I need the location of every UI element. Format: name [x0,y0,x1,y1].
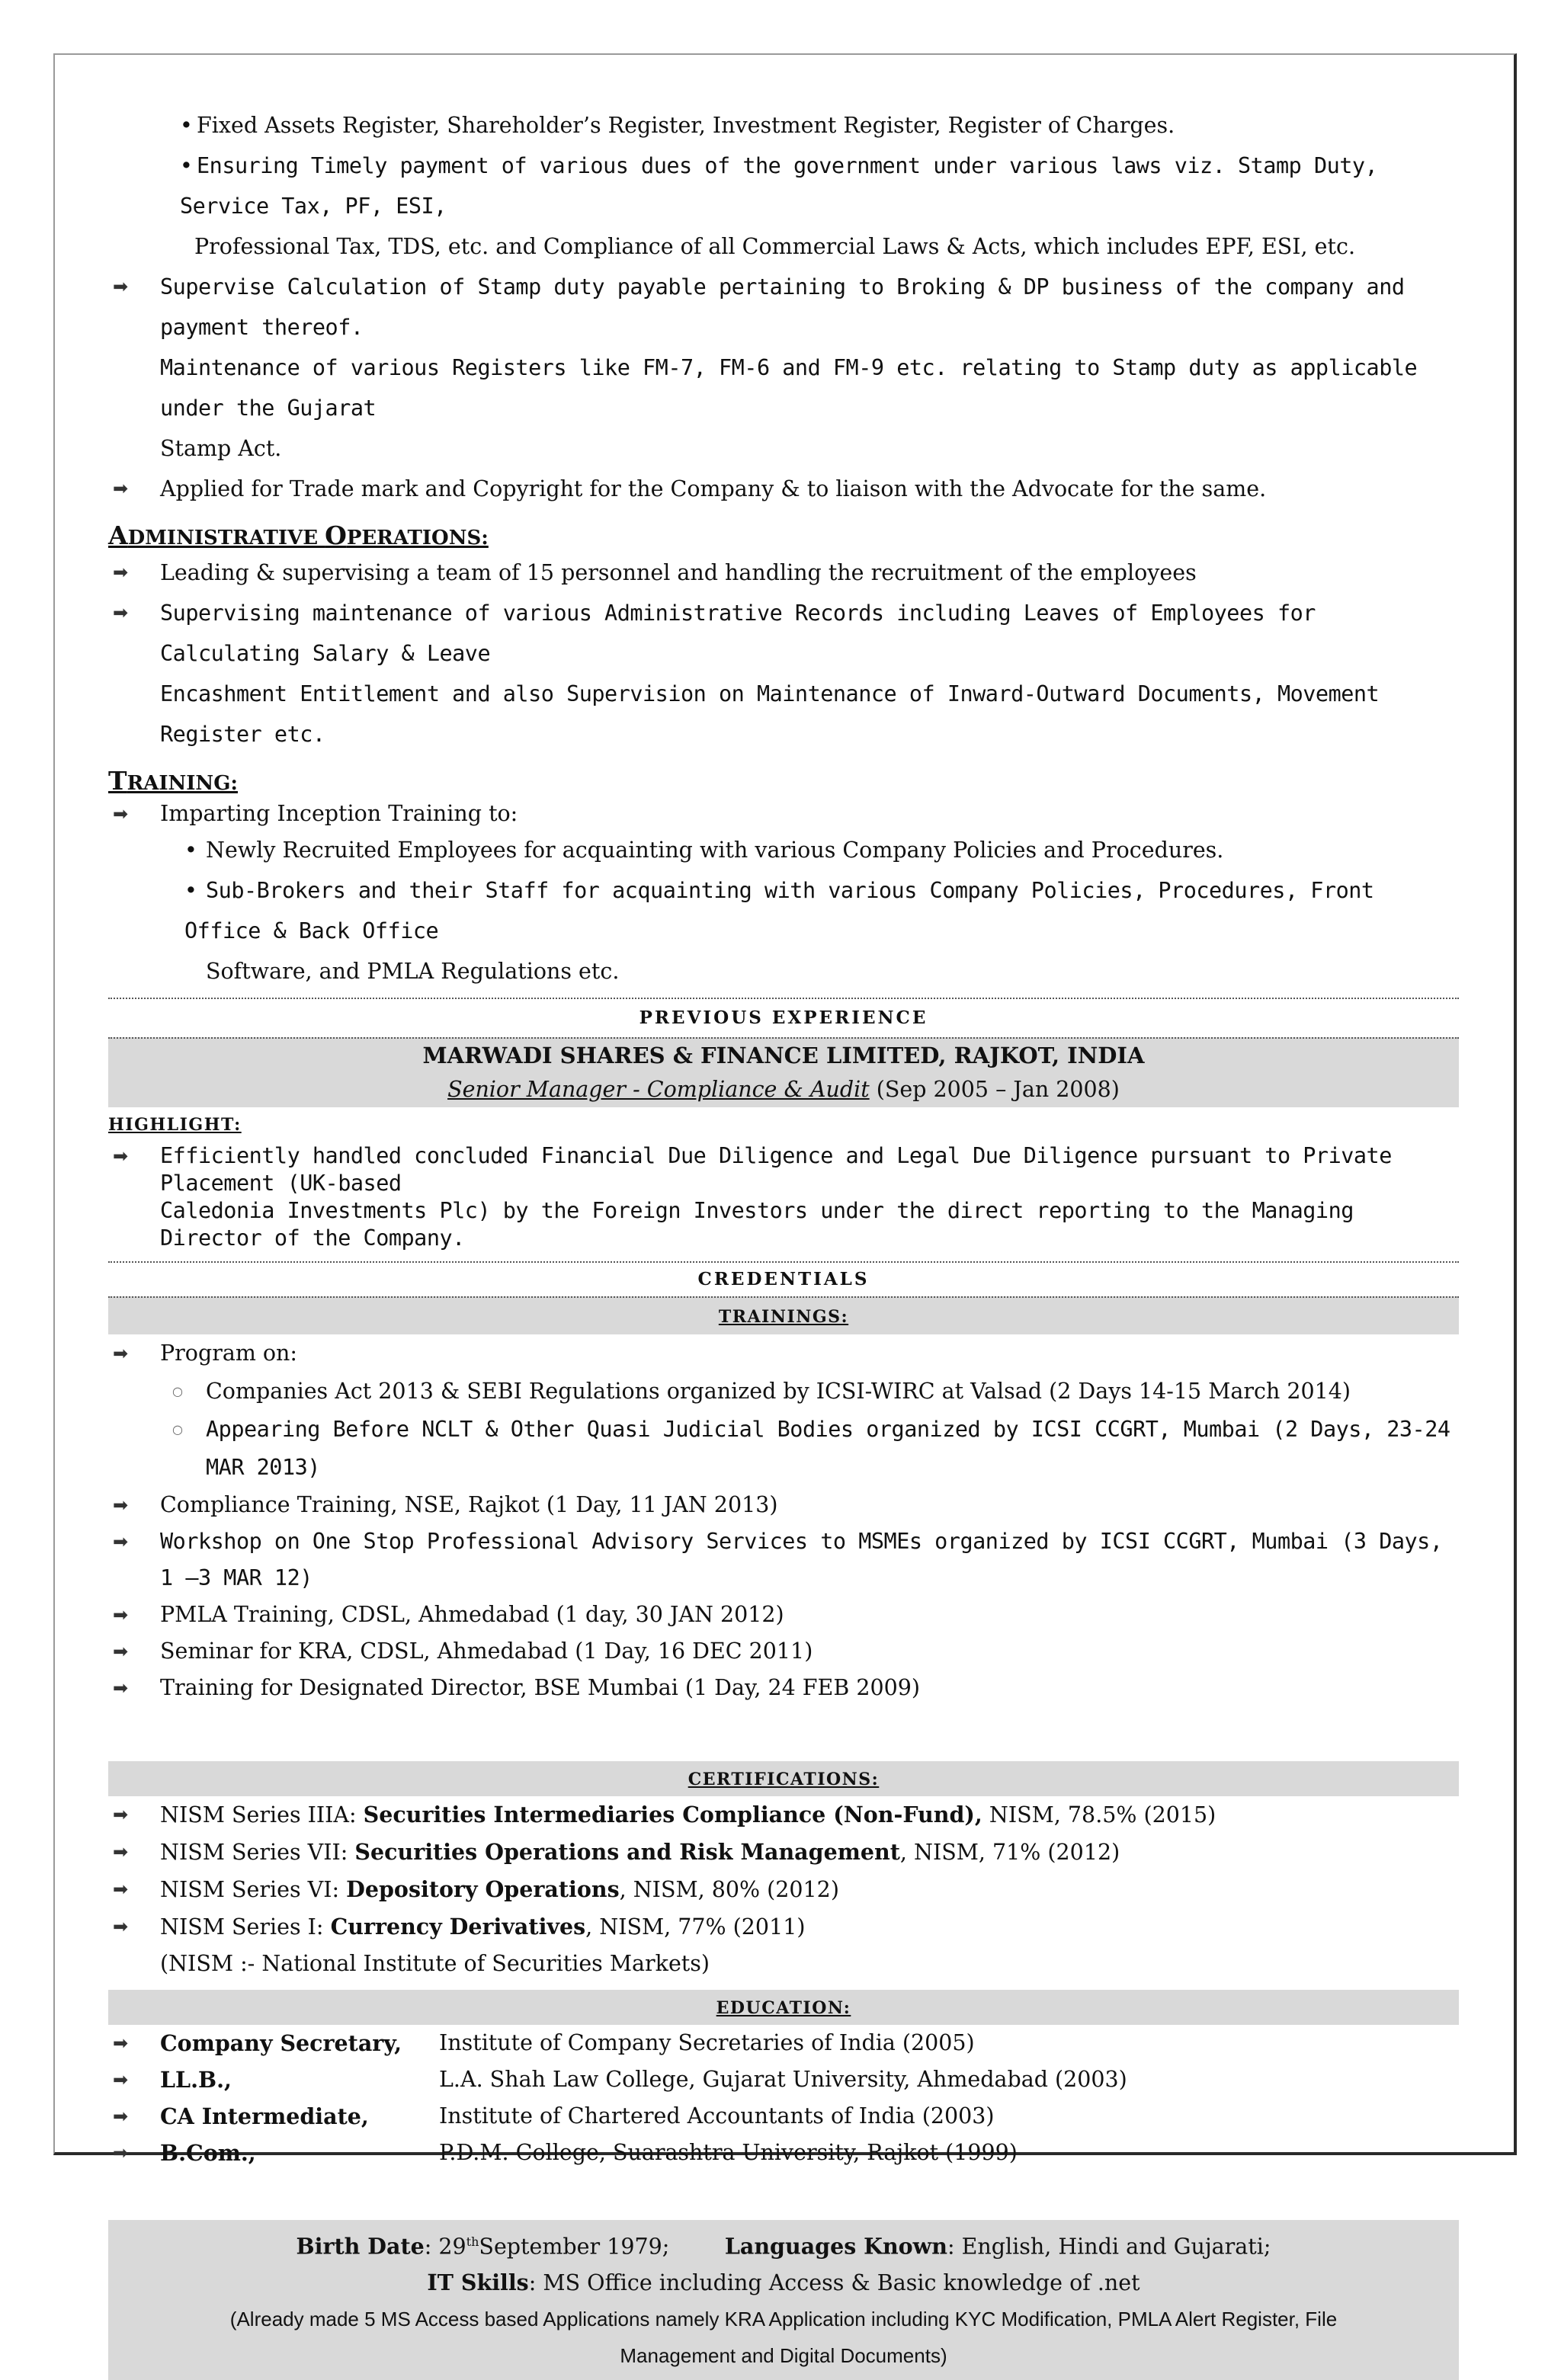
list-item: • Ensuring Timely payment of various dues of the government under various laws viz. Stamp Duty, Service Tax, PF, ESI, [108,146,1459,226]
highlight-label: HIGHLIGHT: [108,1115,242,1135]
arrow-right-icon: ➡ [113,803,129,825]
arrow-right-icon: ➡ [113,2032,129,2054]
arrow-right-icon: ➡ [113,562,129,583]
arrow-right-icon: ➡ [113,1879,129,1900]
education-row: ➡ B.Com., P.D.M. College, Suarashtra University, Rajkot (1999) [108,2135,1459,2171]
arrow-right-icon: ➡ [113,1641,129,1662]
arrow-right-icon: ➡ [113,1916,129,1937]
it-skills-line: IT Skills: MS Office including Access & Basic knowledge of .net [427,2269,1140,2295]
list-item: ➡ Program on: [108,1334,1459,1373]
arrow-right-icon: ➡ [113,1343,129,1364]
arrow-right-icon: ➡ [113,1494,129,1516]
arrow-right-icon: ➡ [113,1604,129,1626]
list-item: ➡ Efficiently handled concluded Financial Due Diligence and Legal Due Diligence pursuant to Private Placement (UK-based [113,1143,1392,1196]
list-item: ➡ Applied for Trade mark and Copyright for the Company & to liaison with the Advocate for the same. [108,469,1459,509]
arrow-right-icon: ➡ [113,2106,129,2127]
trainings-banner: TRAININGS: [108,1296,1459,1334]
education-row: ➡ LL.B., L.A. Shah Law College, Gujarat University, Ahmedabad (2003) [108,2061,1459,2098]
it-skills-note-continued: Management and Digital Documents) [620,2343,947,2367]
certifications-note: (NISM :- National Institute of Securities Markets) [160,1951,710,1976]
list-item-continued: Professional Tax, TDS, etc. and Compliance of all Commercial Laws & Acts, which includes EPF, ESI, etc. [194,234,1356,259]
dot-icon: • [180,113,193,138]
list-item: ➡ NISM Series VII: Securities Operations and Risk Management, NISM, 71% (2012) [108,1834,1459,1871]
section-heading-training: TRAINING: [108,766,238,796]
education-row: ➡ CA Intermediate, Institute of Chartered Accountants of India (2003) [108,2098,1459,2135]
arrow-right-icon: ➡ [113,1145,129,1167]
list-item: ➡ Compliance Training, NSE, Rajkot (1 Day, 11 JAN 2013) [108,1487,1459,1523]
circle-icon: ○ [172,1422,183,1437]
list-item: ➡ Supervise Calculation of Stamp duty payable pertaining to Broking & DP business of the company and payment thereof. [108,267,1459,348]
it-skills-note: (Already made 5 MS Access based Applications namely KRA Application including KYC Modification, PMLA Alert Register, File [229,2307,1338,2330]
list-item: ➡ NISM Series I: Currency Derivatives, NISM, 77% (2011) [108,1908,1459,1946]
birth-language-line: Birth Date: 29thSeptember 1979; Languages Known: English, Hindi and Gujarati; [296,2233,1271,2260]
company-banner [108,1037,1459,1107]
company-name: MARWADI SHARES & FINANCE LIMITED, RAJKOT, INDIA [422,1043,1145,1068]
education-list [108,2025,1459,2171]
list-item-continued: Stamp Act. [160,436,282,461]
arrow-right-icon: ➡ [113,2069,129,2090]
dot-icon: • [184,878,197,903]
section-heading-administrative: ADMINISTRATIVE OPERATIONS: [108,521,489,550]
arrow-right-icon: ➡ [113,2142,129,2164]
list-item: ➡ PMLA Training, CDSL, Ahmedabad (1 day, 30 JAN 2012) [108,1597,1459,1633]
arrow-right-icon: ➡ [113,1531,129,1552]
list-item: ➡ NISM Series VI: Depository Operations, NISM, 80% (2012) [108,1871,1459,1908]
dot-icon: • [184,838,197,863]
list-item: ➡ NISM Series IIIA: Securities Intermediaries Compliance (Non-Fund), NISM, 78.5% (2015) [108,1796,1459,1834]
certifications-banner: CERTIFICATIONS: [108,1761,1459,1796]
dot-icon: • [180,153,193,178]
resume-page-content [108,105,1459,2380]
list-item-continued: Software, and PMLA Regulations etc. [206,959,620,984]
list-item: ➡ Supervising maintenance of various Administrative Records including Leaves of Employees for Calculating Salary & Leave [108,593,1459,674]
list-item-continued: Encashment Entitlement and also Supervision on Maintenance of Inward-Outward Documents, Movement Register etc. [160,681,1380,747]
list-item: • Newly Recruited Employees for acquainting with various Company Policies and Procedures. [108,830,1459,870]
education-row: ➡ Company Secretary, Institute of Company Secretaries of India (2005) [108,2025,1459,2061]
list-item: ○ Appearing Before NCLT & Other Quasi Judicial Bodies organized by ICSI CCGRT, Mumbai (2 Days, 23-24 MAR 2013) [108,1411,1459,1487]
list-item: ➡ Imparting Inception Training to: [108,798,1459,830]
role-line: Senior Manager - Compliance & Audit (Sep 2005 – Jan 2008) [447,1077,1120,1102]
list-item-continued: Caledonia Investments Plc) by the Foreign Investors under the direct reporting to the Managing Director of the Company. [160,1198,1354,1251]
arrow-right-icon: ➡ [113,602,129,623]
arrow-right-icon: ➡ [113,276,129,297]
section-title-credentials: CREDENTIALS [697,1269,870,1289]
list-item: • Fixed Assets Register, Shareholder’s Register, Investment Register, Register of Charges. [108,105,1459,146]
list-item: ○ Companies Act 2013 & SEBI Regulations organized by ICSI-WIRC at Valsad (2 Days 14-15 March 2014) [108,1373,1459,1411]
section-title-previous-experience: PREVIOUS EXPERIENCE [639,1007,928,1028]
personal-details-box [108,2220,1459,2380]
arrow-right-icon: ➡ [113,1677,129,1699]
list-item: ➡ Workshop on One Stop Professional Advisory Services to MSMEs organized by ICSI CCGRT, Mumbai (3 Days, 1 –3 MAR 12) [108,1523,1459,1597]
list-item: ➡ Training for Designated Director, BSE Mumbai (1 Day, 24 FEB 2009) [108,1670,1459,1706]
arrow-right-icon: ➡ [113,478,129,499]
education-banner: EDUCATION: [108,1990,1459,2025]
arrow-right-icon: ➡ [113,1841,129,1863]
list-item-continued: Maintenance of various Registers like FM-7, FM-6 and FM-9 etc. relating to Stamp duty as applicable under the Gujarat [160,355,1418,421]
list-item: ➡ Seminar for KRA, CDSL, Ahmedabad (1 Day, 16 DEC 2011) [108,1633,1459,1670]
list-item: ➡ Leading & supervising a team of 15 personnel and handling the recruitment of the employees [108,553,1459,593]
arrow-right-icon: ➡ [113,1804,129,1825]
circle-icon: ○ [172,1384,183,1398]
list-item: • Sub-Brokers and their Staff for acquainting with various Company Policies, Procedures, Front Office & Back Office [108,870,1459,951]
